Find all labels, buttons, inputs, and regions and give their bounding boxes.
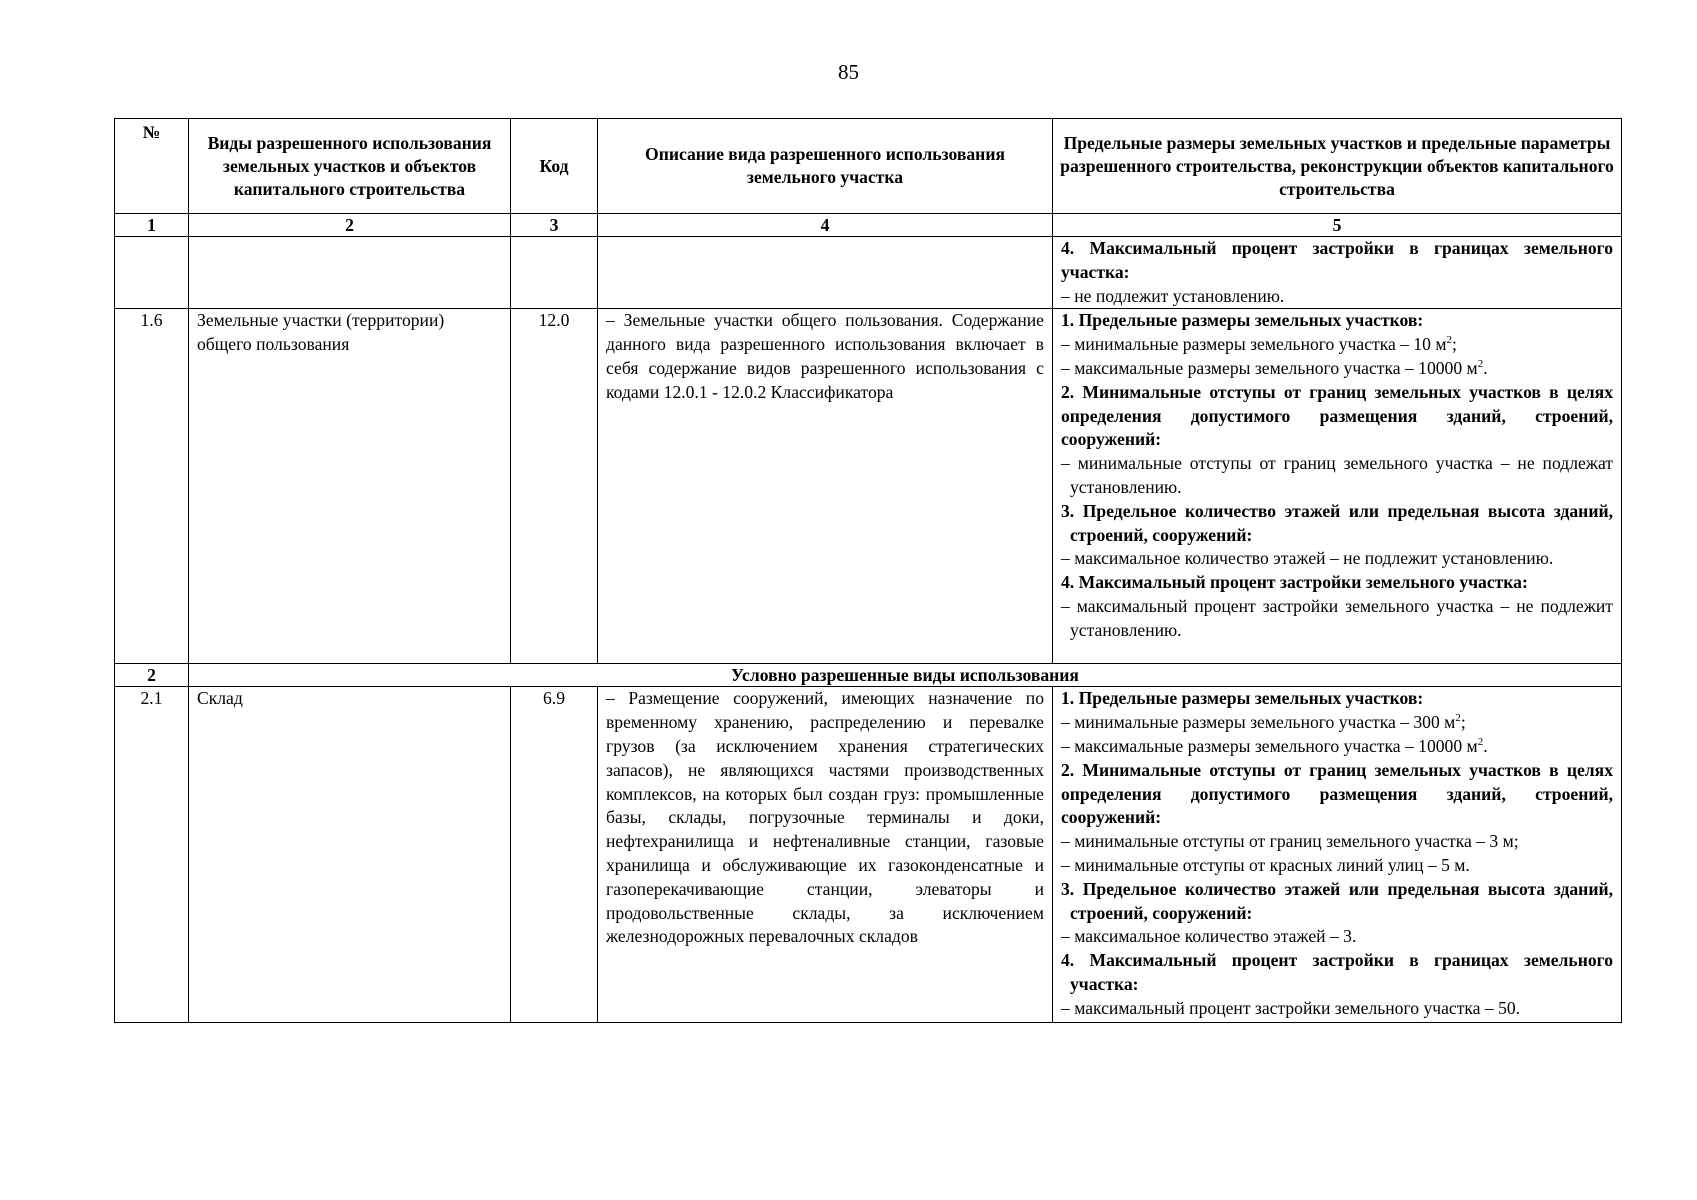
- header-parameters: Предельные размеры земельных участков и предельные параметры разрешенного строительства, реконструкции объектов капитального строительства: [1053, 119, 1622, 214]
- param-item: [1061, 735, 1613, 759]
- section-row-2: [115, 664, 1622, 687]
- param-heading: 1. Предельные размеры земельных участков:: [1061, 688, 1424, 709]
- cell-use-type: Земельные участки (территории) общего пользования: [189, 309, 511, 664]
- param-heading: 2. Минимальные отступы от границ земельных участков в целях определения допустимого размещения зданий, строений, сооружений:: [1061, 381, 1613, 450]
- param-item: – минимальные отступы от границ земельного участка – не подлежат установлению.: [1061, 453, 1613, 497]
- table-header-row: [115, 119, 1622, 214]
- param-item: – минимальные отступы от границ земельного участка – 3 м;: [1061, 831, 1519, 852]
- cell-code: 6.9: [511, 687, 598, 1023]
- column-number: 1: [115, 214, 189, 237]
- param-heading: 3. Предельное количество этажей или предельная высота зданий, строений, сооружений:: [1061, 500, 1613, 545]
- cell-parameters: [1053, 687, 1622, 1023]
- param-punct: ;: [1460, 712, 1466, 733]
- param-item: – максимальное количество этажей – 3.: [1061, 926, 1357, 947]
- param-heading: 4. Максимальный процент застройки в границах земельного участка:: [1061, 950, 1613, 994]
- param-heading: 1. Предельные размеры земельных участков:: [1061, 310, 1424, 331]
- column-number: 3: [511, 214, 598, 237]
- superscript: 2: [1446, 334, 1453, 347]
- header-no: №: [115, 119, 189, 214]
- page-number: 85: [838, 60, 859, 84]
- cell-description: – Земельные участки общего пользования. Содержание данного вида разрешенного использования включает в себя содержание видов разрешенного использования с кодами 12.0.1 - 12.0.2 Классификатора: [598, 309, 1053, 664]
- param-item: [1061, 711, 1613, 735]
- cell-parameters: [1053, 237, 1622, 309]
- column-numbers-row: [115, 214, 1622, 237]
- param-item: [1061, 333, 1613, 357]
- superscript: 2: [1477, 358, 1484, 371]
- param-item: [1061, 357, 1613, 381]
- param-heading: 2. Минимальные отступы от границ земельных участков в целях определения допустимого размещения зданий, строений, сооружений:: [1061, 759, 1613, 828]
- param-item: – минимальные отступы от красных линий улиц – 5 м.: [1061, 854, 1470, 875]
- cell-no: 2.1: [115, 687, 189, 1023]
- table-row-continuation: [115, 237, 1622, 309]
- superscript: 2: [1477, 736, 1484, 749]
- cell-use-type: [189, 237, 511, 309]
- header-description: Описание вида разрешенного использования земельного участка: [598, 119, 1053, 214]
- column-number: 2: [189, 214, 511, 237]
- cell-parameters: [1053, 309, 1622, 664]
- cell-use-type: Склад: [189, 687, 511, 1023]
- section-title: Условно разрешенные виды использования: [189, 664, 1622, 687]
- param-text: – минимальные размеры земельного участка – 300 м: [1061, 712, 1456, 733]
- table-row-1-6: [115, 309, 1622, 664]
- cell-no: [115, 237, 189, 309]
- param-item: – максимальный процент застройки земельного участка – 50.: [1061, 997, 1521, 1018]
- param-text: – максимальные размеры земельного участка – 10000 м: [1061, 357, 1478, 378]
- cell-code: 12.0: [511, 309, 598, 664]
- cell-section-no: 2: [115, 664, 189, 687]
- column-number: 5: [1053, 214, 1622, 237]
- param-punct: .: [1483, 735, 1488, 756]
- param-text: – максимальные размеры земельного участка – 10000 м: [1061, 735, 1478, 756]
- cell-no: 1.6: [115, 309, 189, 664]
- table-row-2-1: [115, 687, 1622, 1023]
- param-text: – минимальные размеры земельного участка – 10 м: [1061, 334, 1447, 355]
- cell-description: [598, 237, 1053, 309]
- header-code: Код: [511, 119, 598, 214]
- land-use-regulations-table: [114, 118, 1622, 1023]
- superscript: 2: [1455, 712, 1461, 725]
- param-heading: 4. Максимальный процент застройки земельного участка:: [1061, 572, 1528, 593]
- param-heading: 4. Максимальный процент застройки в границах земельного участка:: [1061, 238, 1613, 282]
- param-item: – не подлежит установлению.: [1061, 285, 1285, 306]
- param-item: – максимальное количество этажей – не подлежит установлению.: [1061, 548, 1554, 569]
- param-punct: ;: [1452, 334, 1457, 355]
- param-item: – максимальный процент застройки земельного участка – не подлежит установлению.: [1061, 595, 1613, 640]
- column-number: 4: [598, 214, 1053, 237]
- cell-description: – Размещение сооружений, имеющих назначение по временному хранению, распределению и перевалке грузов (за исключением хранения стратегических запасов), не являющихся частями производственных комплексов, на которых был создан груз: промышленные базы, склады, погрузочные терминалы и доки, нефтехранилища и нефтеналивные станции, газовые хранилища и обслуживающие их газоконденсатные и газоперекачивающие станции, элеваторы и продовольственные склады, за исключением железнодорожных перевалочных складов: [598, 687, 1053, 1023]
- param-heading: 3. Предельное количество этажей или предельная высота зданий, строений, сооружений:: [1061, 878, 1613, 923]
- param-punct: .: [1483, 357, 1488, 378]
- header-use-types: Виды разрешенного использования земельных участков и объектов капитального строительства: [189, 119, 511, 214]
- cell-code: [511, 237, 598, 309]
